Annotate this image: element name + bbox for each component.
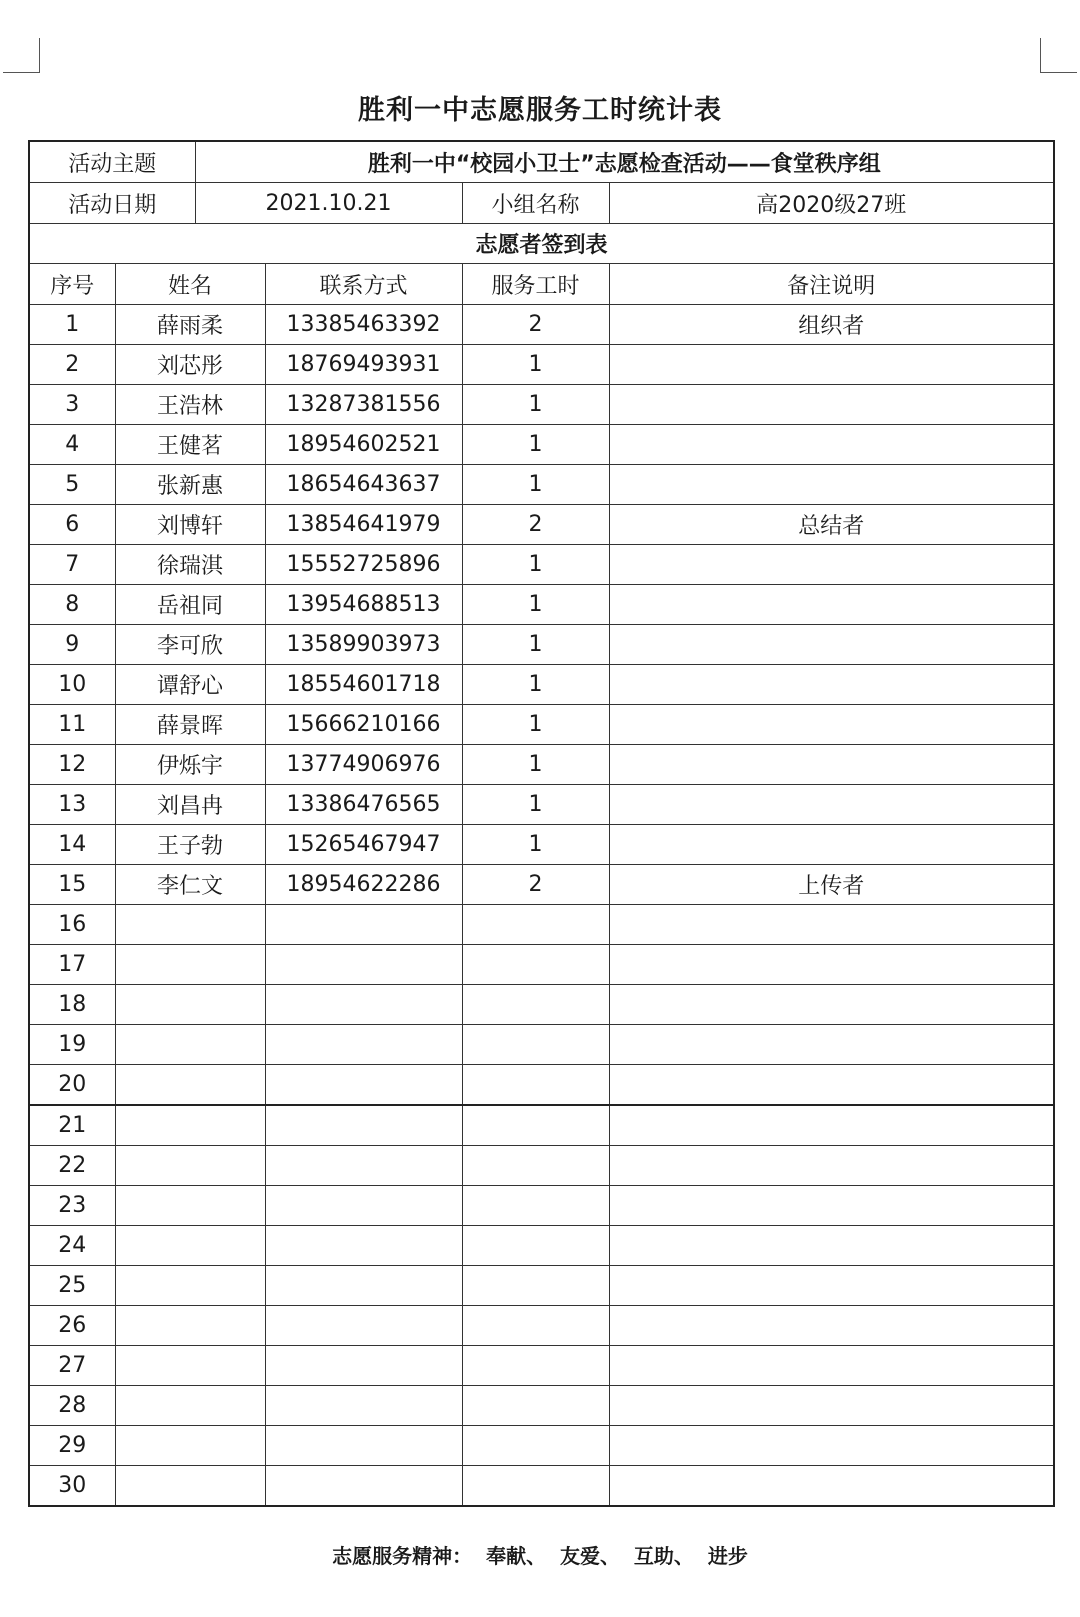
- name-cell: 刘博轩: [115, 505, 265, 545]
- row-number-cell: 18: [29, 985, 115, 1025]
- row-number-cell: 9: [29, 625, 115, 665]
- name-cell: 谭舒心: [115, 665, 265, 705]
- row-number-cell: 17: [29, 945, 115, 985]
- note-cell: [609, 745, 1054, 785]
- table-row: [29, 945, 1054, 985]
- phone-cell: 18769493931: [265, 345, 462, 385]
- note-cell: [609, 785, 1054, 825]
- hours-cell: 1: [462, 705, 609, 745]
- hours-cell: [462, 1386, 609, 1426]
- table-row: [29, 745, 1054, 785]
- note-cell: [609, 985, 1054, 1025]
- hours-cell: [462, 1266, 609, 1306]
- table-row: [29, 545, 1054, 585]
- date-value: 2021.10.21: [195, 183, 462, 224]
- phone-cell: [265, 985, 462, 1025]
- row-number-cell: 21: [29, 1105, 115, 1146]
- phone-cell: 13386476565: [265, 785, 462, 825]
- table-row: [29, 1466, 1054, 1507]
- name-cell: 徐瑞淇: [115, 545, 265, 585]
- name-cell: [115, 1386, 265, 1426]
- hours-cell: [462, 1105, 609, 1146]
- name-cell: [115, 1186, 265, 1226]
- row-number-cell: 12: [29, 745, 115, 785]
- hours-cell: 2: [462, 865, 609, 905]
- name-cell: [115, 1346, 265, 1386]
- phone-cell: [265, 1146, 462, 1186]
- note-cell: [609, 1146, 1054, 1186]
- row-number-cell: 25: [29, 1266, 115, 1306]
- section-title: 志愿者签到表: [29, 224, 1054, 264]
- table-row: [29, 305, 1054, 345]
- hours-cell: 1: [462, 545, 609, 585]
- phone-cell: [265, 1025, 462, 1065]
- row-number-cell: 2: [29, 345, 115, 385]
- theme-row: [29, 141, 1054, 183]
- table-row: [29, 825, 1054, 865]
- table-row: [29, 1025, 1054, 1065]
- note-cell: [609, 1025, 1054, 1065]
- phone-cell: [265, 1065, 462, 1106]
- row-number-cell: 11: [29, 705, 115, 745]
- name-cell: [115, 1146, 265, 1186]
- table-row: [29, 785, 1054, 825]
- table-row: [29, 625, 1054, 665]
- hours-cell: [462, 1146, 609, 1186]
- name-cell: 王子勃: [115, 825, 265, 865]
- column-header-note: 备注说明: [609, 264, 1054, 305]
- phone-cell: 15552725896: [265, 545, 462, 585]
- group-value: 高2020级27班: [609, 183, 1054, 224]
- note-cell: [609, 545, 1054, 585]
- note-cell: [609, 1346, 1054, 1386]
- note-cell: [609, 1266, 1054, 1306]
- hours-cell: 1: [462, 385, 609, 425]
- section-title-row: [29, 224, 1054, 264]
- row-number-cell: 23: [29, 1186, 115, 1226]
- note-cell: [609, 905, 1054, 945]
- hours-cell: [462, 985, 609, 1025]
- name-cell: 刘芯彤: [115, 345, 265, 385]
- phone-cell: [265, 1466, 462, 1507]
- note-cell: [609, 425, 1054, 465]
- hours-cell: 1: [462, 825, 609, 865]
- row-number-cell: 14: [29, 825, 115, 865]
- column-header-row: [29, 264, 1054, 305]
- phone-cell: [265, 1266, 462, 1306]
- phone-cell: [265, 1386, 462, 1426]
- note-cell: [609, 385, 1054, 425]
- note-cell: [609, 945, 1054, 985]
- table-row: [29, 425, 1054, 465]
- hours-cell: 1: [462, 665, 609, 705]
- name-cell: [115, 1105, 265, 1146]
- phone-cell: 13385463392: [265, 305, 462, 345]
- hours-cell: 1: [462, 785, 609, 825]
- name-cell: [115, 1466, 265, 1507]
- name-cell: [115, 905, 265, 945]
- hours-cell: 2: [462, 505, 609, 545]
- name-cell: [115, 945, 265, 985]
- hours-cell: [462, 945, 609, 985]
- table-row: [29, 505, 1054, 545]
- hours-cell: [462, 1426, 609, 1466]
- row-number-cell: 5: [29, 465, 115, 505]
- hours-cell: [462, 1025, 609, 1065]
- hours-cell: 1: [462, 465, 609, 505]
- phone-cell: 13954688513: [265, 585, 462, 625]
- phone-cell: 13774906976: [265, 745, 462, 785]
- phone-cell: 18954602521: [265, 425, 462, 465]
- hours-cell: 2: [462, 305, 609, 345]
- row-number-cell: 28: [29, 1386, 115, 1426]
- name-cell: 王健茗: [115, 425, 265, 465]
- name-cell: 岳祖同: [115, 585, 265, 625]
- table-row: [29, 1065, 1054, 1106]
- name-cell: [115, 985, 265, 1025]
- table-row: [29, 1146, 1054, 1186]
- note-cell: [609, 1186, 1054, 1226]
- hours-cell: [462, 905, 609, 945]
- table-row: [29, 705, 1054, 745]
- note-cell: [609, 1466, 1054, 1507]
- note-cell: [609, 1306, 1054, 1346]
- table-row: [29, 1105, 1054, 1146]
- note-cell: [609, 465, 1054, 505]
- table-row: [29, 585, 1054, 625]
- phone-cell: 18954622286: [265, 865, 462, 905]
- hours-cell: 1: [462, 745, 609, 785]
- note-cell: [609, 705, 1054, 745]
- name-cell: 刘昌冉: [115, 785, 265, 825]
- note-cell: [609, 345, 1054, 385]
- phone-cell: [265, 1186, 462, 1226]
- hours-cell: 1: [462, 625, 609, 665]
- column-header-no: 序号: [29, 264, 115, 305]
- row-number-cell: 22: [29, 1146, 115, 1186]
- phone-cell: [265, 1226, 462, 1266]
- table-row: [29, 985, 1054, 1025]
- name-cell: 王浩林: [115, 385, 265, 425]
- hours-cell: 1: [462, 585, 609, 625]
- row-number-cell: 13: [29, 785, 115, 825]
- name-cell: [115, 1065, 265, 1106]
- column-header-phone: 联系方式: [265, 264, 462, 305]
- hours-cell: [462, 1306, 609, 1346]
- name-cell: [115, 1025, 265, 1065]
- note-cell: [609, 1386, 1054, 1426]
- note-cell: [609, 825, 1054, 865]
- table-row: [29, 385, 1054, 425]
- group-label: 小组名称: [462, 183, 609, 224]
- name-cell: 薛景晖: [115, 705, 265, 745]
- hours-cell: 1: [462, 345, 609, 385]
- theme-label: 活动主题: [29, 141, 195, 183]
- table-row: [29, 1226, 1054, 1266]
- table-row: [29, 1266, 1054, 1306]
- phone-cell: 13854641979: [265, 505, 462, 545]
- row-number-cell: 30: [29, 1466, 115, 1507]
- phone-cell: 18654643637: [265, 465, 462, 505]
- theme-value: 胜利一中“校园小卫士”志愿检查活动——食堂秩序组: [195, 141, 1054, 183]
- phone-cell: [265, 1306, 462, 1346]
- note-cell: 上传者: [609, 865, 1054, 905]
- row-number-cell: 7: [29, 545, 115, 585]
- table-row: [29, 1426, 1054, 1466]
- note-cell: [609, 585, 1054, 625]
- row-number-cell: 26: [29, 1306, 115, 1346]
- phone-cell: [265, 905, 462, 945]
- phone-cell: 15265467947: [265, 825, 462, 865]
- table-row: [29, 1306, 1054, 1346]
- name-cell: [115, 1226, 265, 1266]
- date-label: 活动日期: [29, 183, 195, 224]
- phone-cell: [265, 1346, 462, 1386]
- row-number-cell: 4: [29, 425, 115, 465]
- table-row: [29, 1346, 1054, 1386]
- table-row: [29, 865, 1054, 905]
- phone-cell: 13287381556: [265, 385, 462, 425]
- name-cell: [115, 1266, 265, 1306]
- row-number-cell: 16: [29, 905, 115, 945]
- name-cell: [115, 1426, 265, 1466]
- table-row: [29, 1186, 1054, 1226]
- row-number-cell: 29: [29, 1426, 115, 1466]
- hours-cell: [462, 1226, 609, 1266]
- note-cell: [609, 1065, 1054, 1106]
- phone-cell: [265, 1426, 462, 1466]
- table-row: [29, 345, 1054, 385]
- name-cell: 薛雨柔: [115, 305, 265, 345]
- name-cell: 伊烁宇: [115, 745, 265, 785]
- phone-cell: [265, 945, 462, 985]
- note-cell: 总结者: [609, 505, 1054, 545]
- row-number-cell: 27: [29, 1346, 115, 1386]
- document-title: 胜利一中志愿服务工时统计表: [358, 95, 722, 126]
- note-cell: [609, 1226, 1054, 1266]
- row-number-cell: 10: [29, 665, 115, 705]
- table-row: [29, 905, 1054, 945]
- volunteer-hours-table: [28, 140, 1055, 1507]
- row-number-cell: 3: [29, 385, 115, 425]
- phone-cell: 15666210166: [265, 705, 462, 745]
- table-row: [29, 665, 1054, 705]
- note-cell: [609, 625, 1054, 665]
- column-header-name: 姓名: [115, 264, 265, 305]
- table-row: [29, 465, 1054, 505]
- row-number-cell: 1: [29, 305, 115, 345]
- note-cell: 组织者: [609, 305, 1054, 345]
- hours-cell: [462, 1466, 609, 1507]
- crop-mark-top-right: [1040, 38, 1077, 73]
- name-cell: 李可欣: [115, 625, 265, 665]
- row-number-cell: 20: [29, 1065, 115, 1106]
- date-group-row: [29, 183, 1054, 224]
- column-header-hours: 服务工时: [462, 264, 609, 305]
- name-cell: 李仁文: [115, 865, 265, 905]
- phone-cell: 13589903973: [265, 625, 462, 665]
- table-row: [29, 1386, 1054, 1426]
- row-number-cell: 6: [29, 505, 115, 545]
- row-number-cell: 19: [29, 1025, 115, 1065]
- hours-cell: [462, 1065, 609, 1106]
- row-number-cell: 8: [29, 585, 115, 625]
- name-cell: [115, 1306, 265, 1346]
- note-cell: [609, 1426, 1054, 1466]
- hours-cell: [462, 1186, 609, 1226]
- row-number-cell: 15: [29, 865, 115, 905]
- note-cell: [609, 665, 1054, 705]
- row-number-cell: 24: [29, 1226, 115, 1266]
- name-cell: 张新惠: [115, 465, 265, 505]
- hours-cell: [462, 1346, 609, 1386]
- crop-mark-top-left: [3, 38, 40, 73]
- hours-cell: 1: [462, 425, 609, 465]
- volunteer-spirit-motto: 志愿服务精神： 奉献、 友爱、 互助、 进步: [332, 1544, 748, 1568]
- phone-cell: 18554601718: [265, 665, 462, 705]
- note-cell: [609, 1105, 1054, 1146]
- phone-cell: [265, 1105, 462, 1146]
